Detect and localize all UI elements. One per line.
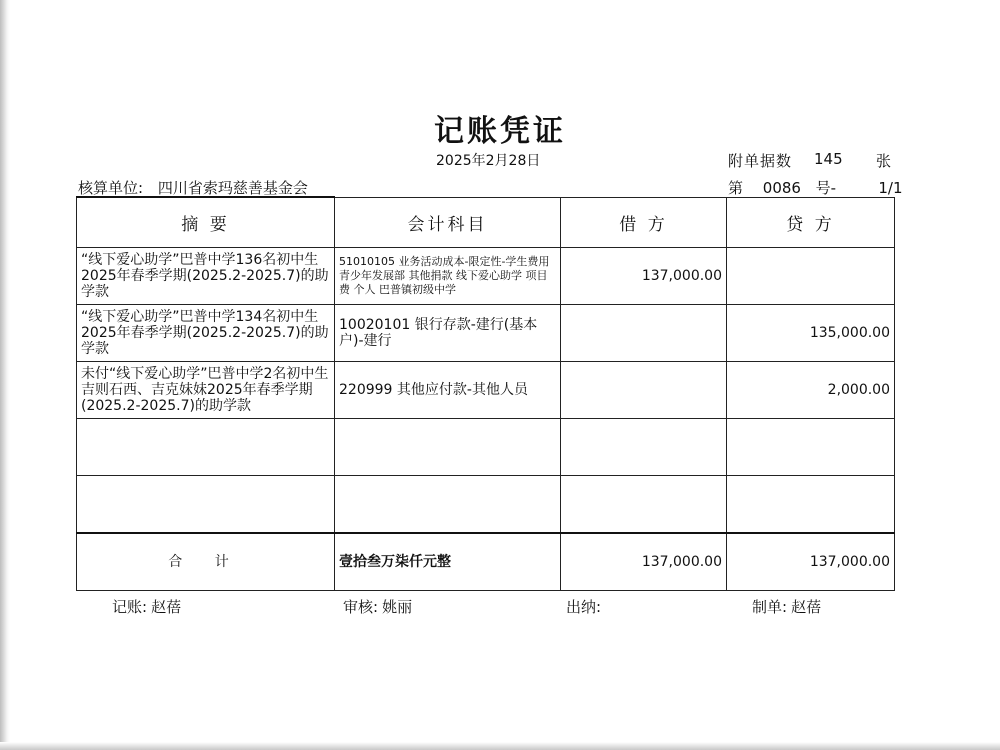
table-row xyxy=(77,362,895,419)
row-summary: “线下爱心助学”巴普中学134名初中生2025年春季学期(2025.2-2025.7)的助学款 xyxy=(77,305,335,362)
header-summary: 摘 要 xyxy=(77,197,335,248)
voucher-number-suffix: 号- xyxy=(815,179,836,197)
table-row-empty xyxy=(77,419,895,476)
row-summary xyxy=(77,476,335,534)
bookkeeper-label: 记账: xyxy=(112,598,148,616)
total-debit: 137,000.00 xyxy=(561,533,727,591)
header-account: 会计科目 xyxy=(335,197,561,248)
table-row xyxy=(77,248,895,305)
attachments-unit: 张 xyxy=(876,152,892,170)
table-row-empty xyxy=(77,476,895,534)
attachments-number: 145 xyxy=(814,150,843,168)
attachments-label: 附单据数 xyxy=(728,152,793,170)
total-credit: 137,000.00 xyxy=(727,533,895,591)
signature-reviewer xyxy=(343,596,412,617)
row-debit xyxy=(561,419,727,476)
row-account: 220999 其他应付款-其他人员 xyxy=(335,362,561,419)
voucher-number-value: 0086 xyxy=(762,179,801,197)
attachments-count xyxy=(728,150,892,171)
row-debit xyxy=(561,362,727,419)
total-row xyxy=(77,533,895,591)
row-account xyxy=(335,419,561,476)
row-account xyxy=(335,476,561,534)
row-debit xyxy=(561,305,727,362)
signature-preparer xyxy=(752,596,821,617)
accounting-unit xyxy=(78,177,308,198)
voucher-page: 1/1 xyxy=(878,179,903,197)
preparer-label: 制单: xyxy=(752,598,788,616)
accounting-unit-label: 核算单位: xyxy=(78,179,144,197)
total-amount-in-words: 壹拾叁万柒仟元整 xyxy=(335,533,561,591)
reviewer-label: 审核: xyxy=(343,598,379,616)
row-summary: 未付“线下爱心助学”巴普中学2名初中生吉则石西、吉克妹妹2025年春季学期(2025.2-2025.7)的助学款 xyxy=(77,362,335,419)
accounting-unit-name: 四川省索玛慈善基金会 xyxy=(157,179,308,197)
reviewer-name: 姚丽 xyxy=(382,598,413,616)
row-credit xyxy=(727,476,895,534)
row-credit: 2,000.00 xyxy=(727,362,895,419)
scan-edge-bottom xyxy=(0,742,1000,750)
row-debit xyxy=(561,476,727,534)
preparer-name: 赵蓓 xyxy=(791,598,822,616)
table-row xyxy=(77,305,895,362)
header-credit: 贷 方 xyxy=(727,197,895,248)
total-label: 合 计 xyxy=(77,533,335,591)
voucher-date: 2025年2月28日 xyxy=(436,153,541,169)
voucher-table xyxy=(76,196,895,591)
voucher-title: 记账凭证 xyxy=(434,114,566,149)
voucher-number-prefix: 第 xyxy=(728,179,744,197)
voucher-number xyxy=(728,177,902,198)
row-credit: 135,000.00 xyxy=(727,305,895,362)
row-credit xyxy=(727,419,895,476)
header-debit: 借 方 xyxy=(561,197,727,248)
row-summary xyxy=(77,419,335,476)
row-account: 51010105 业务活动成本-限定性-学生费用 青少年发展部 其他捐款 线下爱心助学 项目费 个人 巴普镇初级中学 xyxy=(335,248,561,305)
signature-cashier xyxy=(566,596,605,617)
row-debit: 137,000.00 xyxy=(561,248,727,305)
row-account: 10020101 银行存款-建行(基本户)-建行 xyxy=(335,305,561,362)
table-header-row xyxy=(77,197,895,248)
signature-bookkeeper xyxy=(112,596,181,617)
cashier-label: 出纳: xyxy=(566,598,602,616)
bookkeeper-name: 赵蓓 xyxy=(151,598,182,616)
row-summary: “线下爱心助学”巴普中学136名初中生2025年春季学期(2025.2-2025.7)的助学款 xyxy=(77,248,335,305)
row-credit xyxy=(727,248,895,305)
